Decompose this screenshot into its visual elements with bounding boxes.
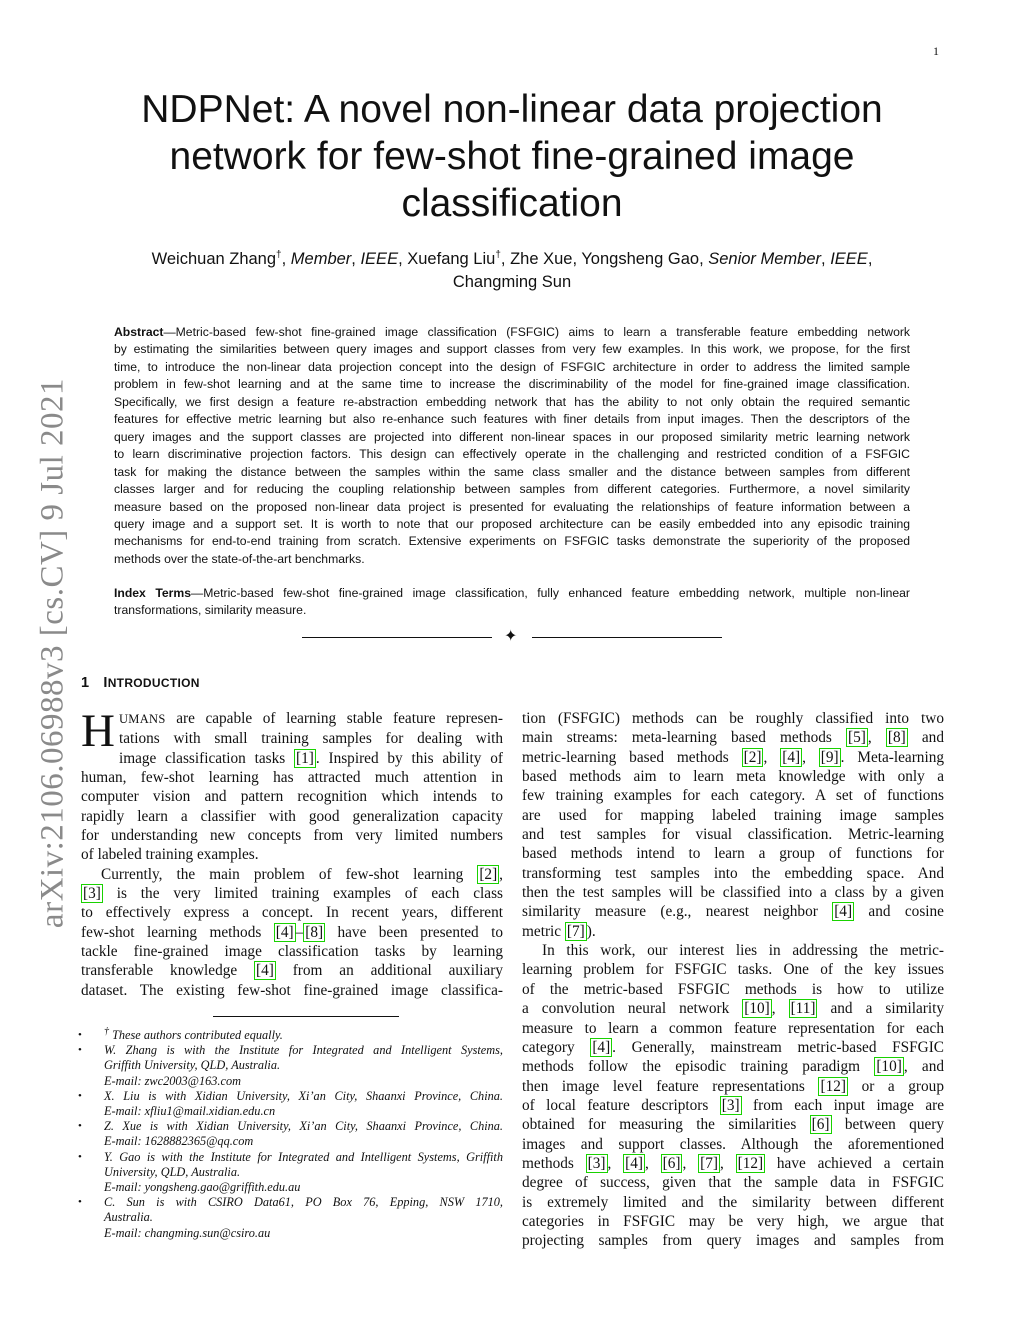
author-line	[96, 248, 928, 271]
footnote-email[interactable]: E-mail: changming.sun@csiro.au	[104, 1225, 271, 1240]
index-terms-line: transformations, similarity measure.	[114, 603, 307, 618]
author-name: Zhe Xue	[510, 250, 573, 268]
text-line	[81, 749, 503, 768]
citation-link[interactable]: [4]	[275, 923, 294, 941]
text: of local feature descriptors	[522, 1096, 720, 1114]
text: from each input image are	[741, 1096, 944, 1114]
text: ,	[499, 865, 503, 883]
separator: ,	[281, 250, 291, 268]
text-line: tations with small training samples for dealing with	[118, 730, 503, 748]
text-line: images and support classes. Although the aforementioned	[522, 1135, 944, 1153]
text: main streams: meta-learning based methods	[522, 729, 847, 747]
citation-link[interactable]: [8]	[305, 923, 324, 941]
text: then image level feature representations	[522, 1077, 819, 1095]
text-line: then the test samples will be classified into a class by a given	[522, 884, 944, 902]
text-line: for understanding new concepts from very limited numbers	[81, 827, 503, 845]
separator: ,	[500, 250, 511, 268]
footnote-line: Y. Gao is with the Institute for Integrated and Intelligent Systems, Griffith	[104, 1149, 503, 1164]
abstract-line: query images and the support classes are projected into different non-linear spaces in our proposed similarity metric learning network	[114, 429, 910, 444]
arxiv-identifier-stamp[interactable]: arXiv:2106.06988v3 [cs.CV] 9 Jul 2021	[34, 377, 71, 929]
text: have achieved a certain	[765, 1154, 944, 1172]
index-terms-line	[114, 585, 910, 602]
text-line: is extremely limited and the similarity between different	[522, 1193, 944, 1211]
text-line: and test samples for visual classification. Metric-learning	[522, 826, 944, 844]
dagger-mark: †	[276, 249, 282, 261]
text-line: tackle fine-grained image classification tasks by learning	[81, 943, 503, 961]
text-line	[522, 999, 944, 1018]
text-line: based methods intend to learn a group of functions for	[522, 845, 944, 863]
abstract-line: features for effective metric learning but also re-enhance such features with finer details from input images. Then the descriptors of the	[114, 412, 910, 427]
abstract-line: query image and a support set. It is worth to note that our proposed architecture can be easily embedded into any episodic training	[114, 516, 910, 531]
author-name: Changming Sun	[452, 273, 572, 291]
citation-link[interactable]: [6]	[662, 1154, 681, 1172]
footnote-line: University, QLD, Australia.	[104, 1164, 241, 1179]
text: ,	[682, 1154, 699, 1172]
text-line: rapidly learn a classifier with good generalization capacity	[81, 807, 503, 825]
citation-link[interactable]: [3]	[83, 885, 101, 903]
section-title-initial: I	[103, 675, 108, 691]
text: . Meta-learning	[840, 748, 945, 766]
text: ).	[586, 922, 596, 940]
citation-link[interactable]: [4]	[782, 748, 801, 766]
citation-link[interactable]: [10]	[744, 1000, 770, 1018]
footnote-email[interactable]: E-mail: zwc2003@163.com	[104, 1073, 241, 1088]
citation-link[interactable]: [12]	[737, 1154, 764, 1172]
text-line	[81, 923, 503, 942]
title-line: NDPNet: A novel non-linear data projection	[141, 88, 883, 131]
index-terms-label: Index Terms	[114, 586, 192, 600]
text: ,	[802, 748, 819, 766]
citation-link[interactable]: [2]	[743, 748, 762, 766]
bullet-icon: •	[78, 1196, 82, 1209]
citation-link[interactable]: [3]	[587, 1154, 606, 1172]
text-line: In this work, our interest lies in addressing the metric-	[542, 942, 944, 960]
text-line	[81, 961, 503, 980]
dagger-mark: †	[104, 1025, 109, 1037]
text: obtained for measuring the similarities	[522, 1116, 810, 1134]
footnote-email[interactable]: E-mail: xfliu1@mail.xidian.edu.cn	[104, 1104, 276, 1119]
text: and a similarity	[817, 1000, 944, 1018]
text-line	[522, 748, 944, 767]
text: similarity measure (e.g., nearest neighbor	[522, 903, 833, 921]
bullet-icon: •	[78, 1029, 82, 1041]
citation-link[interactable]: [5]	[848, 729, 866, 747]
abstract	[114, 324, 910, 568]
text-line: tion (FSFGIC) methods can be roughly classified into two	[522, 710, 944, 727]
footnote-rule	[213, 1016, 399, 1017]
author-membership: IEEE	[360, 250, 399, 268]
text: or a group	[847, 1077, 944, 1095]
author-name: Xuefang Liu	[407, 250, 496, 268]
section-separator	[302, 628, 722, 648]
text-line	[81, 709, 503, 729]
footnote-line: X. Liu is with Xidian University, Xi’an City, Shaanxi Province, China.	[104, 1088, 503, 1103]
text: methods	[522, 1154, 586, 1172]
citation-link[interactable]: [4]	[834, 903, 853, 921]
section-number: 1	[81, 675, 90, 691]
text-line	[522, 728, 944, 747]
abstract-line: classes larger and for reducing the coupling relationship between samples from different categories. Furthermore, a novel similarity	[114, 482, 910, 497]
text: and cosine	[854, 903, 944, 921]
footnote-item	[78, 1025, 503, 1043]
text-line: degree of success, given that the sample data in FSFGIC	[522, 1174, 944, 1192]
abstract-line: problem in few-shot learning and at the same time to increase the discriminability of the model for fine-grained image classification.	[114, 377, 910, 392]
text: from an additional auxiliary	[275, 962, 503, 980]
citation-link[interactable]: [4]	[592, 1038, 611, 1056]
abstract-line: methods over the state-of-the-art benchmarks.	[114, 551, 365, 566]
text-line	[522, 922, 944, 941]
left-text-column	[81, 705, 504, 1000]
text-line	[522, 1096, 944, 1115]
section-heading-introduction	[81, 675, 200, 691]
paper-title	[112, 86, 912, 227]
bullet-icon: •	[78, 1120, 82, 1133]
drop-cap: H	[81, 705, 115, 757]
text: metric-learning based methods	[522, 748, 742, 766]
footnote-item	[78, 1119, 503, 1149]
text: ,	[644, 1154, 661, 1172]
citation-link[interactable]: [12]	[820, 1077, 846, 1095]
footnote-text: These authors contributed equally.	[109, 1028, 283, 1042]
abstract-line: to learn discriminative projection factors. This design can effectively operate in the challenging and restricted condition of a FSFGIC	[114, 447, 910, 462]
text-line: dataset. The existing few-shot fine-grained image classifica-	[81, 981, 503, 999]
footnote-email[interactable]: E-mail: 1628882365@qq.com	[104, 1134, 254, 1149]
text: have been presented to	[325, 923, 504, 941]
text-line: of labeled training examples.	[81, 846, 259, 864]
citation-link[interactable]: [11]	[790, 1000, 816, 1018]
abstract-line: task for making the distance between the samples within the same class smaller and the distance between samples from different	[114, 464, 910, 479]
text-line: learning problem for FSFGIC tasks. One of the key issues	[522, 961, 944, 979]
abstract-text: —Metric-based few-shot fine-grained image classification (FSFGIC) aims to learn a transferable feature embedding network	[163, 325, 910, 339]
footnote-line	[104, 1025, 503, 1043]
text-line: of the metric-based FSFGIC methods is how to utilize	[522, 980, 944, 998]
text: category	[522, 1038, 591, 1056]
footnote-item	[78, 1150, 503, 1196]
author-membership: Senior Member	[708, 250, 822, 268]
footnote-email[interactable]: E-mail: yongsheng.gao@griffith.edu.au	[104, 1180, 301, 1195]
text: and	[907, 729, 944, 747]
text-line: measure to learn a common feature representation for each	[522, 1019, 944, 1037]
footnote-line: Griffith University, QLD, Australia.	[104, 1058, 281, 1073]
text-line	[522, 1115, 944, 1134]
text-line	[522, 1038, 944, 1057]
text: ,	[771, 1000, 789, 1018]
title-line: network for few-shot fine-grained image	[169, 135, 855, 178]
text-line	[81, 865, 503, 884]
text-line: categories in FSFGIC may be very high, we argue that	[522, 1212, 944, 1230]
text-line: computer vision and pattern recognition which intends to	[81, 788, 503, 806]
text: ,	[763, 748, 781, 766]
bullet-icon: •	[78, 1150, 82, 1163]
abstract-line: time, to introduce the non-linear data projection concept into the design of FSFGIC architecture in order to address the limited sample	[114, 359, 910, 374]
separator: ,	[867, 250, 873, 268]
diamond-ornament-icon: ✦	[504, 628, 518, 645]
text: ,	[607, 1154, 624, 1172]
footnote-line: C. Sun is with CSIRO Data61, PO Box 76, Epping, NSW 1710,	[104, 1195, 503, 1210]
text: few-shot learning methods	[81, 923, 274, 941]
text-line: projecting samples from query images and samples from	[522, 1232, 944, 1250]
text: . Generally, mainstream metric-based FSFGIC	[612, 1038, 945, 1056]
citation-link[interactable]: [10]	[876, 1058, 902, 1076]
citation-link[interactable]: [6]	[811, 1116, 830, 1134]
small-caps-word: UMANS	[118, 712, 166, 726]
separator-rule	[532, 637, 722, 638]
bullet-icon: •	[78, 1044, 82, 1057]
separator: ,	[351, 250, 361, 268]
text-line: are used for mapping labeled training image samples	[522, 806, 944, 824]
author-membership: Member	[290, 250, 352, 268]
citation-link[interactable]: [9]	[820, 748, 839, 766]
footnote-line: Australia.	[104, 1210, 153, 1225]
citation-link[interactable]: [2]	[479, 865, 498, 883]
text: ,	[719, 1154, 736, 1172]
text-line: few training examples for each category. A set of functions	[522, 787, 944, 805]
abstract-line: measure based on the proposed non-linear data project is presented for evaluating the relationships of feature information between a	[114, 499, 910, 514]
text: –	[295, 923, 304, 941]
section-title-rest: NTRODUCTION	[107, 676, 200, 690]
abstract-line	[114, 324, 910, 341]
text-line	[522, 1077, 944, 1096]
abstract-line: by estimating the similarities between query images and support classes from very few examples. In this work, we propose, for the first	[114, 342, 910, 357]
text-line: human, few-shot learning has attracted much attention in	[81, 769, 503, 787]
right-text-column	[522, 709, 944, 1251]
footnote-line: W. Zhang is with the Institute for Integrated and Intelligent Systems,	[104, 1043, 503, 1058]
text: is the very limited training examples of each class	[102, 885, 503, 903]
text-line: transforming test samples into the embedding space. And	[522, 864, 944, 882]
index-terms-text: —Metric-based few-shot fine-grained image classification, fully enhanced feature embedding network, multiple non-linear	[191, 586, 910, 600]
author-membership: IEEE	[830, 250, 868, 268]
text: are capable of learning stable feature represen-	[165, 710, 503, 727]
abstract-line: Specifically, we first design a feature re-abstraction embedding network that has the ability to not only obtain the required semantic	[114, 394, 910, 409]
separator-rule	[302, 637, 492, 638]
index-terms	[114, 585, 910, 620]
abstract-label: Abstract	[114, 325, 164, 339]
text: image classification tasks	[118, 749, 295, 767]
dagger-mark: †	[495, 249, 501, 261]
footnote-item	[78, 1089, 503, 1119]
citation-link[interactable]: [1]	[296, 749, 314, 767]
author-line	[96, 271, 928, 294]
text-line	[522, 902, 944, 921]
text-line: based methods aim to learn meta knowledge with only a	[522, 768, 944, 786]
footnote-item	[78, 1195, 503, 1241]
footnote-line: Z. Xue is with Xidian University, Xi’an City, Shaanxi Province, China.	[104, 1119, 503, 1134]
footnotes	[78, 1025, 503, 1241]
text: ,	[867, 729, 886, 747]
author-name: Yongsheng Gao	[581, 250, 700, 268]
text: . Inspired by this ability of	[315, 749, 503, 767]
citation-link[interactable]: [4]	[256, 962, 274, 980]
bullet-icon: •	[78, 1089, 82, 1102]
text: a convolution neural network	[522, 1000, 743, 1018]
text: between query	[831, 1116, 944, 1134]
text-line	[522, 1057, 944, 1076]
separator: ,	[572, 250, 582, 268]
author-name: Weichuan Zhang	[151, 250, 277, 268]
citation-link[interactable]: [7]	[566, 922, 585, 940]
separator: ,	[398, 250, 408, 268]
title-line: classification	[401, 182, 623, 225]
text: metric	[522, 922, 565, 940]
text: methods follow the episodic training paradigm	[522, 1058, 875, 1076]
separator: ,	[699, 250, 709, 268]
citation-link[interactable]: [8]	[887, 729, 906, 747]
text: , and	[903, 1058, 944, 1076]
text-line	[522, 1154, 944, 1173]
text: Currently, the main problem of few-shot learning	[101, 865, 478, 883]
author-list	[96, 248, 928, 294]
page-number: 1	[933, 44, 939, 58]
text: transferable knowledge	[81, 962, 255, 980]
separator: ,	[821, 250, 831, 268]
text-line	[81, 884, 503, 903]
footnote-item	[78, 1043, 503, 1089]
citation-link[interactable]: [7]	[700, 1154, 718, 1172]
citation-link[interactable]: [3]	[721, 1096, 740, 1114]
text-line: to effectively express a concept. In recent years, different	[81, 904, 503, 922]
citation-link[interactable]: [4]	[625, 1154, 643, 1172]
abstract-line: mechanisms for end-to-end training from scratch. Extensive experiments on FSFGIC tasks demonstrate the superiority of the proposed	[114, 534, 910, 549]
